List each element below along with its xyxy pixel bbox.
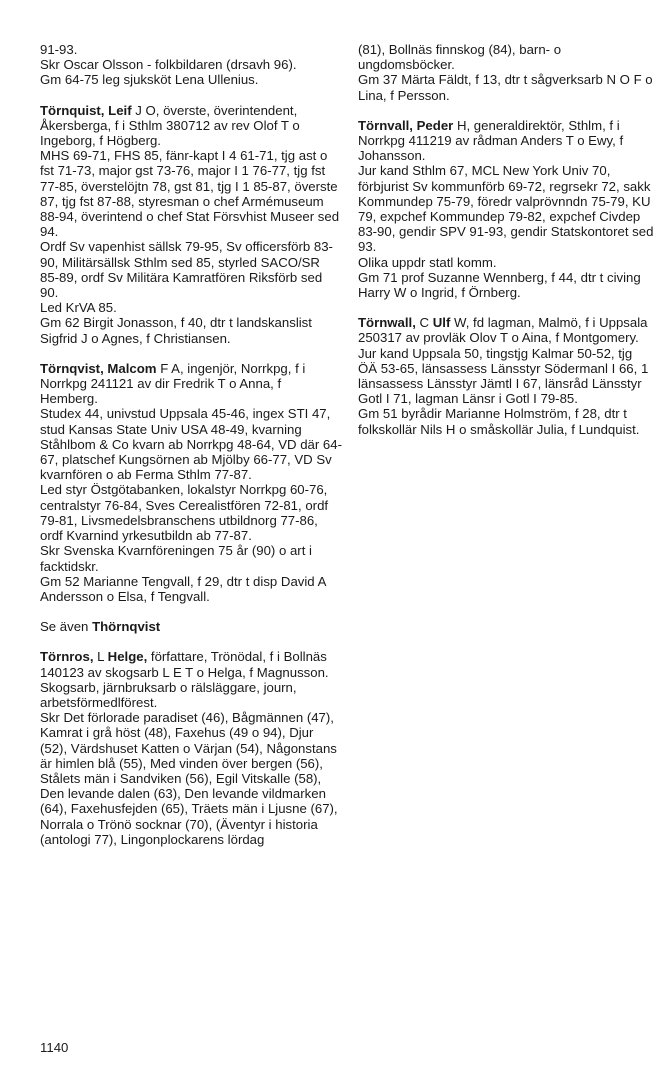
left-column bbox=[40, 42, 342, 862]
entry-line: Gm 71 prof Suzanne Wennberg, f 44, dtr t civing Harry W o Ingrid, f Örnberg. bbox=[358, 269, 641, 301]
see-also-prefix: Se även bbox=[40, 619, 93, 635]
entry-surname: Törnqvist, bbox=[40, 360, 104, 376]
entry-line: Gm 62 Birgit Jonasson, f 40, dtr t landskanslist Sigfrid J o Agnes, f Christiansen. bbox=[40, 315, 312, 346]
entry-head bbox=[40, 103, 342, 149]
entry-line: Skr Det förlorade paradiset (46), Bågmännen (47), Kamrat i grå höst (48), Faxehus (49 o 94), Djur (52), Värdshuset Katten o Värjan (54), Någonstans är himlen blå (55), Med vinden över bergen (56), Stålets män i Sandviken (56), Egil Vitskalle (58), Den levande dalen (63), Den levande vildmarken (64), Faxehusfejden (65), Träets män i Ljusne (67), Norrala o Trönö socknar (70), (Äventyr i historia (antologi 77), Lingonplockarens lördag bbox=[40, 710, 338, 847]
entry-line: MHS 69-71, FHS 85, fänr-kapt I 4 61-71, tjg ast o fst 71-73, major gst 73-76, major I 1 76-77, tjg fst 77-85, överstelöjtn 78, gst 81, tjg I 1 85-87, överste 87, tjg fst 87-88, styresman o chef Armémuseum 88-94, överintend o chef Stat Försvhist Museer sed 94. bbox=[40, 148, 340, 240]
entry-line: Studex 44, univstud Uppsala 45-46, ingex STI 47, stud Kansas State Univ USA 48-49, kvarning Ståhlbom & Co kvarn ab Norrkpg 48-64, VD där 64-67, platschef Kungsörnen ab Mjölby 66-77, VD Sv kvarnfören o ab Ferma Sthlm 77-87. bbox=[40, 406, 342, 483]
entry-line: Gm 51 byrådir Marianne Holmström, f 28, dtr t folkskollär Nils H o småskollär Julia, f Lundquist. bbox=[358, 406, 640, 437]
entry-given-name: Malcom bbox=[107, 360, 157, 376]
entry-line: Skr Svenska Kvarnföreningen 75 år (90) o art i facktidskr. bbox=[40, 543, 312, 574]
entry-given-name: Helge, bbox=[107, 649, 148, 665]
entry-tornros-helge bbox=[40, 649, 342, 847]
entry-intro: H, generaldirektör, Sthlm, f i Norrkpg 411219 av rådman Anders T o Ewy, f Johansson. bbox=[358, 117, 624, 164]
entry-given-name: Peder bbox=[416, 117, 454, 133]
entry-head bbox=[358, 315, 654, 345]
entry-head bbox=[40, 361, 342, 407]
entry-line: Gm 37 Märta Fäldt, f 13, dtr t sågverksarb N O F o Lina, f Persson. bbox=[358, 72, 653, 103]
entry-line: 91-93. bbox=[40, 42, 78, 57]
see-also-reference bbox=[40, 619, 342, 634]
entry-head bbox=[358, 118, 654, 164]
entry-surname: Törnvall, bbox=[358, 117, 413, 133]
entry-tornquist-leif bbox=[40, 103, 342, 346]
entry-given-name: Ulf bbox=[432, 315, 451, 331]
entry-line: Jur kand Uppsala 50, tingstjg Kalmar 50-52, tjg ÖÄ 53-65, länsassess Länsstyr Södermanl I 66, 1 länsassess Länsstyr Jämtl I 67, länsråd Länsstyr Gotl I 71, lagman Länsr i Gotl I 79-85. bbox=[358, 345, 649, 407]
entry-tornqvist-malcom bbox=[40, 361, 342, 604]
entry-continuation bbox=[358, 42, 654, 103]
entry-surname: Törnwall, bbox=[358, 315, 416, 331]
entry-line: Led styr Östgötabanken, lokalstyr Norrkpg 60-76, centralstyr 76-84, Sves Cerealistfören 72-81, ordf 79-81, Livsmedelsbranschens utbildnorg 77-86, ordf Kvarnind yrkesutbildn ab 77-87. bbox=[40, 482, 329, 544]
entry-surname: Törnquist, bbox=[40, 102, 105, 118]
right-column bbox=[358, 42, 654, 452]
entry-line: Skr Oscar Olsson - folkbildaren (drsavh 96). bbox=[40, 57, 297, 73]
entry-intro: J O, överste, överintendent, Åkersberga, f i Sthlm 380712 av rev Olof T o Ingeborg, f Högberg. bbox=[40, 102, 300, 149]
entry-head bbox=[40, 649, 342, 679]
entry-initials: L bbox=[93, 649, 108, 665]
entry-line: Ordf Sv vapenhist sällsk 79-95, Sv officersförb 83-90, Militärsällsk Sthlm sed 85, styrled SACO/SR 85-89, ordf Sv Militära Kamratfören Riksförb sed 90. bbox=[40, 239, 333, 301]
entry-continuation bbox=[40, 42, 342, 88]
entry-line: Skogsarb, järnbruksarb o rälsläggare, journ, arbetsförmedlförest. bbox=[40, 679, 297, 710]
entry-surname: Törnros, bbox=[40, 649, 94, 665]
entry-tornwall-ulf bbox=[358, 315, 654, 437]
see-also-target: Thörnqvist bbox=[92, 619, 161, 635]
entry-line: Jur kand Sthlm 67, MCL New York Univ 70, förbjurist Sv kommunförb 69-72, regrsekr 72, sakk Kommundep 75-79, föredr valprövnndn 75-79, KU 79, expchef Kommundep 79-82, expchef Civdep 83-90, gendir SPV 91-93, gendir Statskontoret sed 93. bbox=[358, 163, 654, 255]
page-number: 1140 bbox=[40, 1040, 69, 1055]
entry-line: Gm 64-75 leg sjuksköt Lena Ullenius. bbox=[40, 72, 259, 88]
entry-intro: F A, ingenjör, Norrkpg, f i Norrkpg 241121 av dir Fredrik T o Anna, f Hemberg. bbox=[40, 360, 306, 407]
entry-given-name: Leif bbox=[108, 102, 132, 118]
entry-intro: författare, Trönödal, f i Bollnäs 140123 av skogsarb L E T o Helga, f Magnusson. bbox=[40, 649, 329, 680]
entry-line: Olika uppdr statl komm. bbox=[358, 254, 497, 270]
entry-line: (81), Bollnäs finnskog (84), barn- o ungdomsböcker. bbox=[358, 42, 562, 73]
entry-initials: C bbox=[415, 315, 433, 331]
entry-line: Led KrVA 85. bbox=[40, 300, 117, 316]
entry-intro: W, fd lagman, Malmö, f i Uppsala 250317 av provläk Olov T o Aina, f Montgomery. bbox=[358, 315, 648, 346]
entry-line: Gm 52 Marianne Tengvall, f 29, dtr t disp David A Andersson o Elsa, f Tengvall. bbox=[40, 573, 326, 604]
entry-tornvall-peder bbox=[358, 118, 654, 300]
